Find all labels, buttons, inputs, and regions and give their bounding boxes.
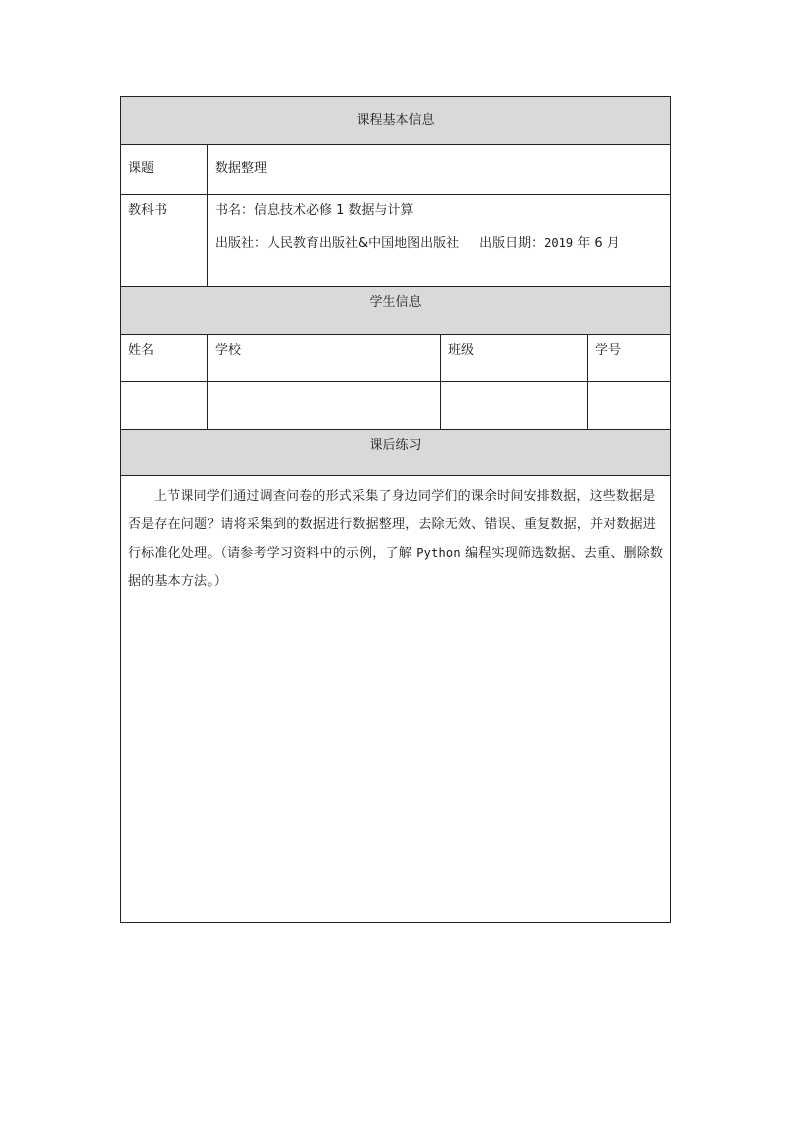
course-info-header-row [121,97,671,145]
publisher: 出版社：人民教育出版社&中国地图出版社 [215,236,460,251]
student-info-header: 学生信息 [369,295,422,310]
student-id-input[interactable] [588,382,671,430]
course-info-header-cell [121,97,671,145]
student-info-header-cell [121,287,671,335]
textbook-label-cell [121,195,208,287]
textbook-label: 教科书 [128,203,168,218]
textbook-name: 书名：信息技术必修 1 数据与计算 [215,203,414,218]
homework-header-cell [121,430,671,476]
student-school-input[interactable] [208,382,441,430]
publisher-line [215,235,670,267]
topic-label-cell [121,145,208,195]
homework-text: 上节课同学们通过调查问卷的形式采集了身边同学们的课余时间安排数据，这些数据是否是存在问题？请将采集到的数据进行数据整理，去除无效、错误、重复数据，并对数据进行标准化处理。（请参考学习资料中的示例，了解 Python 编程实现筛选数据、去重、删除数据的基本方法。） [128,489,664,589]
homework-body-row [121,476,671,923]
student-info-header-row [121,287,671,335]
python-term: Python [416,546,461,560]
course-info-header: 课程基本信息 [356,113,435,128]
course-form-table [120,96,671,923]
homework-header: 课后练习 [369,438,422,453]
student-values-row [121,382,671,430]
publication-date: 出版日期：2019 年 6 月 [479,236,620,251]
textbook-row [121,195,671,287]
textbook-details-cell [208,195,671,287]
student-col-id: 学号 [588,335,671,382]
topic-value: 数据整理 [215,161,268,176]
student-col-class: 班级 [441,335,588,382]
student-name-input[interactable] [121,382,208,430]
student-col-school: 学校 [208,335,441,382]
student-class-input[interactable] [441,382,588,430]
topic-value-cell [208,145,671,195]
student-columns-row [121,335,671,382]
student-col-name: 姓名 [121,335,208,382]
topic-row [121,145,671,195]
homework-body-cell [121,476,671,923]
topic-label: 课题 [128,161,155,176]
homework-header-row [121,430,671,476]
